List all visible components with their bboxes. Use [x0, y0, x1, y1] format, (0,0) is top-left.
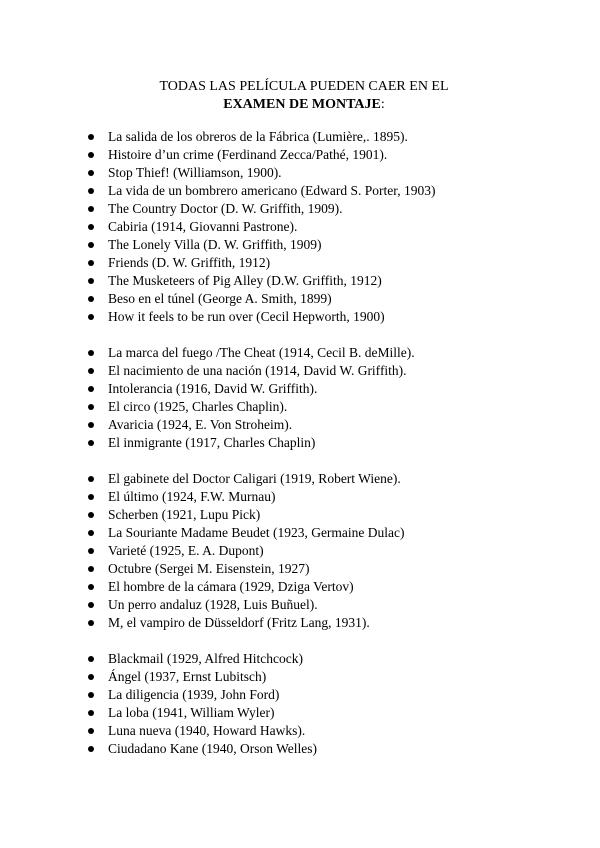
list-item: [0, 488, 600, 506]
bullet-icon: [88, 476, 94, 482]
bullet-icon: [88, 728, 94, 734]
bullet-icon: [88, 368, 94, 374]
list-item-text: The Country Doctor (D. W. Griffith, 1909).: [108, 201, 343, 216]
list-item-text: Histoire d’un crime (Ferdinand Zecca/Pathé, 1901).: [108, 147, 388, 162]
list-item: [0, 596, 600, 614]
list-item: [0, 272, 600, 290]
list-item: [0, 380, 600, 398]
page-title-colon: :: [380, 97, 385, 112]
bullet-icon: [88, 746, 94, 752]
bullet-icon: [88, 602, 94, 608]
list-item: [0, 524, 600, 542]
list-item-text: The Lonely Villa (D. W. Griffith, 1909): [108, 237, 322, 252]
page-title-line2: [0, 96, 600, 114]
list-item-text: Avaricia (1924, E. Von Stroheim).: [108, 417, 293, 432]
bullet-icon: [88, 404, 94, 410]
bullet-icon: [88, 710, 94, 716]
bullet-icon: [88, 170, 94, 176]
list-item-text: Luna nueva (1940, Howard Hawks).: [108, 723, 306, 738]
bullet-icon: [88, 494, 94, 500]
bullet-icon: [88, 188, 94, 194]
list-item-text: La Souriante Madame Beudet (1923, Germaine Dulac): [108, 525, 405, 540]
list-item-text: Intolerancia (1916, David W. Griffith).: [108, 381, 318, 396]
bullet-icon: [88, 350, 94, 356]
list-item-text: Stop Thief! (Williamson, 1900).: [108, 165, 282, 180]
bullet-icon: [88, 134, 94, 140]
list-item: [0, 254, 600, 272]
bullet-icon: [88, 296, 94, 302]
list-item: [0, 128, 600, 146]
list-item: [0, 614, 600, 632]
list-item-text: M, el vampiro de Düsseldorf (Fritz Lang, 1931).: [108, 615, 370, 630]
list-item-text: La vida de un bombrero americano (Edward S. Porter, 1903): [108, 183, 436, 198]
list-item-text: Scherben (1921, Lupu Pick): [108, 507, 261, 522]
list-item-text: El inmigrante (1917, Charles Chaplin): [108, 435, 316, 450]
bullet-icon: [88, 206, 94, 212]
list-item: [0, 560, 600, 578]
list-item: [0, 218, 600, 236]
page-title-line1: TODAS LAS PELÍCULA PUEDEN CAER EN EL: [159, 79, 449, 94]
list-item: [0, 398, 600, 416]
list-item-text: La marca del fuego /The Cheat (1914, Cecil B. deMille).: [108, 345, 415, 360]
list-item: [0, 236, 600, 254]
list-item-text: El gabinete del Doctor Caligari (1919, Robert Wiene).: [108, 471, 401, 486]
list-item-text: How it feels to be run over (Cecil Hepworth, 1900): [108, 309, 385, 324]
list-item-text: La salida de los obreros de la Fábrica (Lumière,. 1895).: [108, 129, 408, 144]
list-item-text: Octubre (Sergei M. Eisenstein, 1927): [108, 561, 310, 576]
list-item-text: El hombre de la cámara (1929, Dziga Vertov): [108, 579, 354, 594]
list-item-text: Cabiria (1914, Giovanni Pastrone).: [108, 219, 298, 234]
bullet-icon: [88, 530, 94, 536]
list-item-text: El circo (1925, Charles Chaplin).: [108, 399, 288, 414]
list-item: [0, 506, 600, 524]
list-item-text: Un perro andaluz (1928, Luis Buñuel).: [108, 597, 318, 612]
list-item-text: Beso en el túnel (George A. Smith, 1899): [108, 291, 332, 306]
bullet-icon: [88, 242, 94, 248]
list-item: [0, 434, 600, 452]
bullet-icon: [88, 422, 94, 428]
bullet-icon: [88, 620, 94, 626]
bullet-icon: [88, 656, 94, 662]
bullet-icon: [88, 314, 94, 320]
list-item: [0, 740, 600, 758]
film-list-group-1: [0, 128, 600, 326]
list-item: [0, 578, 600, 596]
list-item: [0, 668, 600, 686]
bullet-icon: [88, 548, 94, 554]
list-item: [0, 704, 600, 722]
list-item-text: Ciudadano Kane (1940, Orson Welles): [108, 741, 317, 756]
list-item-text: Varieté (1925, E. A. Dupont): [108, 543, 264, 558]
list-item-text: The Musketeers of Pig Alley (D.W. Griffith, 1912): [108, 273, 382, 288]
list-item: [0, 650, 600, 668]
bullet-icon: [88, 692, 94, 698]
list-item: [0, 362, 600, 380]
bullet-icon: [88, 224, 94, 230]
list-item: [0, 146, 600, 164]
film-list-group-2: [0, 344, 600, 452]
list-item: [0, 164, 600, 182]
list-item: [0, 416, 600, 434]
list-item-text: El último (1924, F.W. Murnau): [108, 489, 276, 504]
list-item-text: La loba (1941, William Wyler): [108, 705, 275, 720]
bullet-icon: [88, 440, 94, 446]
list-item: [0, 344, 600, 362]
list-item: [0, 542, 600, 560]
list-item-text: Friends (D. W. Griffith, 1912): [108, 255, 271, 270]
list-item: [0, 722, 600, 740]
list-item: [0, 200, 600, 218]
film-list-group-3: [0, 470, 600, 632]
bullet-icon: [88, 152, 94, 158]
bullet-icon: [88, 674, 94, 680]
bullet-icon: [88, 512, 94, 518]
film-list-group-4: [0, 650, 600, 758]
list-item-text: La diligencia (1939, John Ford): [108, 687, 280, 702]
list-item-text: El nacimiento de una nación (1914, David W. Griffith).: [108, 363, 407, 378]
bullet-icon: [88, 386, 94, 392]
list-item: [0, 308, 600, 326]
list-item: [0, 182, 600, 200]
list-item-text: Blackmail (1929, Alfred Hitchcock): [108, 651, 303, 666]
list-item: [0, 686, 600, 704]
list-item-text: Ángel (1937, Ernst Lubitsch): [108, 669, 267, 684]
bullet-icon: [88, 584, 94, 590]
page-title-bold: EXAMEN DE MONTAJE: [223, 97, 381, 112]
bullet-icon: [88, 566, 94, 572]
bullet-icon: [88, 260, 94, 266]
bullet-icon: [88, 278, 94, 284]
list-item: [0, 290, 600, 308]
list-item: [0, 470, 600, 488]
